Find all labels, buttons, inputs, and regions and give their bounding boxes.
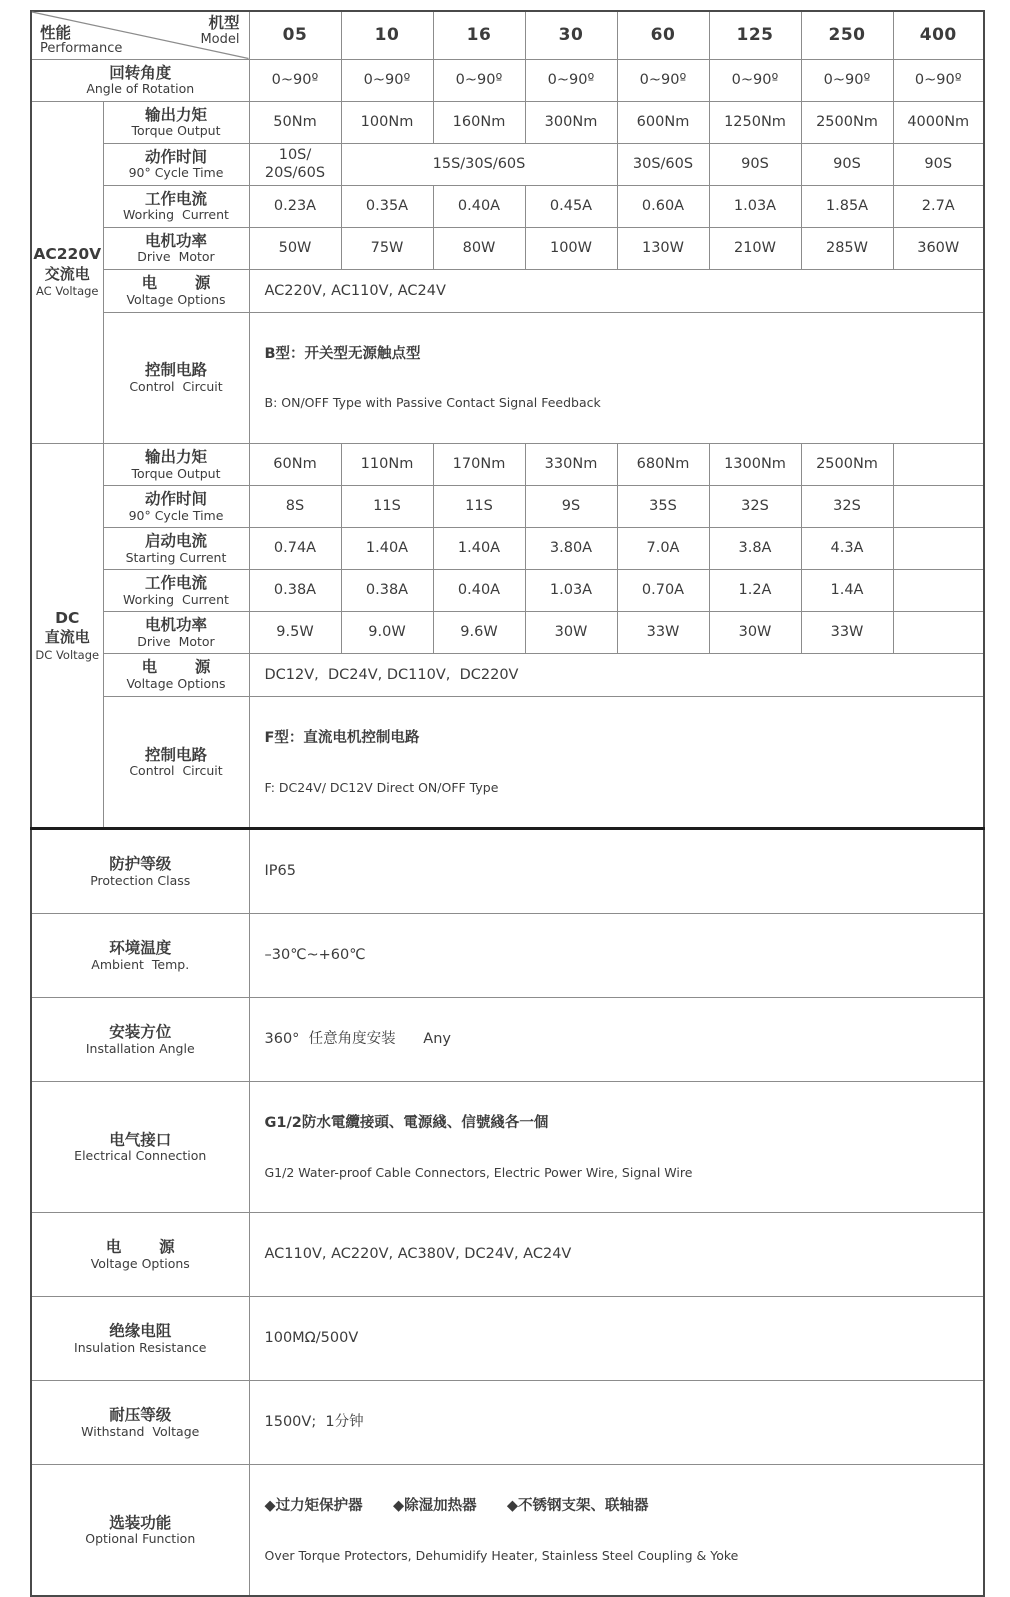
spec-value-cell: 0~90º (617, 59, 709, 101)
spec-value-cell: 680Nm (617, 443, 709, 485)
cycle-value-line2: 20S/60S (264, 165, 326, 181)
spec-value-cell: 4000Nm (893, 101, 984, 143)
dc-voltage-group-cell (31, 443, 103, 828)
ac-voltage-options-value: AC220V, AC110V, AC24V (249, 269, 984, 312)
installation-angle-value (249, 998, 984, 1082)
spec-value-cell: 1.03A (709, 185, 801, 227)
spec-value-cell: 3.80A (525, 527, 617, 569)
spec-value-cell: 285W (801, 227, 893, 269)
value-line: 360° 任意角度安装 Any (264, 1031, 451, 1048)
model-axis-label-zh: 机型 (208, 14, 240, 32)
table-row (31, 1213, 984, 1297)
spec-value-cell: 0.23A (249, 185, 341, 227)
table-row (31, 11, 984, 59)
row-label-en: Starting Current (125, 549, 227, 565)
model-axis-label-en: Model (200, 31, 240, 47)
table-row (31, 829, 984, 914)
row-label-en: 90° Cycle Time (128, 165, 224, 181)
control-circuit-value-en: B: ON/OFF Type with Passive Contact Signal Feedback (264, 395, 601, 411)
row-label-en: Installation Angle (85, 1040, 195, 1056)
model-column-header-250: 250 (801, 11, 893, 59)
row-label-zh: 工作电流 (144, 189, 207, 208)
ac-cycle-row-label (103, 143, 249, 185)
model-axis-label (200, 15, 239, 47)
table-row (31, 696, 984, 828)
table-row (31, 143, 984, 185)
angle-row-label (31, 59, 249, 101)
spec-value-cell: 0.45A (525, 185, 617, 227)
spec-value-cell: 0~90º (249, 59, 341, 101)
table-row (31, 914, 984, 998)
row-label-en: Voltage Options (126, 291, 226, 307)
electrical-connection-value (249, 1081, 984, 1212)
table-row (31, 101, 984, 143)
table-row (31, 443, 984, 485)
row-label-zh: 选装功能 (109, 1513, 172, 1532)
ac-group-line3: AC Voltage (36, 284, 99, 299)
spec-value-cell: 50Nm (249, 101, 341, 143)
row-label-en: Drive Motor (137, 249, 215, 265)
value-line: AC110V, AC220V, AC380V, DC24V, AC24V (264, 1246, 572, 1263)
table-row (31, 269, 984, 312)
withstand-voltage-value (249, 1381, 984, 1465)
ac-drive-motor-row-label (103, 227, 249, 269)
table-row (31, 653, 984, 696)
ac-control-circuit-row-label (103, 312, 249, 443)
table-row (31, 312, 984, 443)
value-line-en: G1/2 Water-proof Cable Connectors, Electric Power Wire, Signal Wire (264, 1164, 693, 1180)
dc-working-current-row-label (103, 569, 249, 611)
spec-value-cell: 0.35A (341, 185, 433, 227)
optional-function-row-label (31, 1464, 249, 1596)
spec-value-cell: 75W (341, 227, 433, 269)
value-line: IP65 (264, 863, 296, 880)
ac-group-line2: 交流电 (44, 264, 90, 283)
spec-value-cell: 1250Nm (709, 101, 801, 143)
row-label-en: Withstand Voltage (81, 1423, 200, 1439)
spec-value-cell (249, 143, 341, 185)
electrical-connection-row-label (31, 1081, 249, 1212)
optional-function-value (249, 1464, 984, 1596)
spec-value-cell: 33W (801, 611, 893, 653)
ac-working-current-row-label (103, 185, 249, 227)
performance-axis-label-en: Performance (40, 41, 123, 57)
value-line-en: Over Torque Protectors, Dehumidify Heater, Stainless Steel Coupling & Yoke (264, 1547, 739, 1563)
spec-value-cell: 160Nm (433, 101, 525, 143)
table-row (31, 227, 984, 269)
spec-value-cell: 2.7A (893, 185, 984, 227)
spec-value-cell: 0~90º (893, 59, 984, 101)
table-row (31, 1464, 984, 1596)
value-line-zh: G1/2防水電纜接頭、電源綫、信號綫各一個 (264, 1114, 549, 1131)
spec-value-cell: 1.40A (341, 527, 433, 569)
spec-value-cell-empty (893, 485, 984, 527)
spec-value-cell: 9S (525, 485, 617, 527)
row-label-en: Torque Output (131, 465, 221, 481)
row-label-en: Electrical Connection (74, 1148, 207, 1164)
spec-value-cell: 30W (709, 611, 801, 653)
table-row (31, 1081, 984, 1212)
row-label-zh: 电 源 (105, 1238, 175, 1257)
spec-value-cell-empty (893, 611, 984, 653)
row-label-zh: 动作时间 (144, 147, 207, 166)
spec-value-cell: 300Nm (525, 101, 617, 143)
value-line: –30℃~+60℃ (264, 947, 366, 964)
spec-value-cell: 35S (617, 485, 709, 527)
row-label-zh: 耐压等级 (109, 1406, 172, 1425)
insulation-resistance-row-label (31, 1297, 249, 1381)
row-label-zh: 动作时间 (144, 489, 207, 508)
dc-drive-motor-row-label (103, 611, 249, 653)
spec-value-cell: 330Nm (525, 443, 617, 485)
spec-value-cell: 1.85A (801, 185, 893, 227)
dc-control-circuit-row-label (103, 696, 249, 828)
spec-value-cell: 30S/60S (617, 143, 709, 185)
spec-value-cell: 1.40A (433, 527, 525, 569)
dc-group-line3: DC Voltage (35, 647, 100, 662)
spec-value-cell-empty (893, 443, 984, 485)
spec-value-cell: 0~90º (341, 59, 433, 101)
row-label-en: Voltage Options (90, 1255, 190, 1271)
spec-value-cell: 360W (893, 227, 984, 269)
spec-value-cell: 0.40A (433, 185, 525, 227)
row-label-zh: 绝缘电阻 (109, 1322, 172, 1341)
row-label-en: Drive Motor (137, 633, 215, 649)
ac-control-circuit-value (249, 312, 984, 443)
table-row (31, 569, 984, 611)
spec-value-cell: 170Nm (433, 443, 525, 485)
row-label-zh: 电 源 (141, 658, 211, 677)
dc-voltage-options-row-label (103, 653, 249, 696)
table-row (31, 1297, 984, 1381)
row-label-zh: 输出力矩 (144, 105, 207, 124)
spec-value-cell: 2500Nm (801, 101, 893, 143)
row-label-zh: 电机功率 (144, 231, 207, 250)
table-row (31, 485, 984, 527)
value-line: 1500V; 1分钟 (264, 1414, 364, 1431)
spec-value-cell: 4.3A (801, 527, 893, 569)
spec-value-cell: 90S (893, 143, 984, 185)
row-label-zh: 控制电路 (144, 361, 207, 380)
spec-value-cell: 9.5W (249, 611, 341, 653)
performance-axis-label (40, 25, 122, 56)
row-label-en: Torque Output (131, 123, 221, 139)
value-line-zh: ◆过力矩保护器 ◆除湿加热器 ◆不锈钢支架、联轴器 (264, 1497, 649, 1514)
row-label-en: Control Circuit (129, 763, 223, 779)
spec-value-cell: 0~90º (801, 59, 893, 101)
spec-value-cell: 80W (433, 227, 525, 269)
dc-torque-row-label (103, 443, 249, 485)
spec-value-cell-merged: 15S/30S/60S (341, 143, 617, 185)
withstand-voltage-row-label (31, 1381, 249, 1465)
spec-value-cell: 8S (249, 485, 341, 527)
spec-value-cell: 0.74A (249, 527, 341, 569)
actuator-spec-table (30, 10, 985, 1597)
ac-voltage-options-row-label (103, 269, 249, 312)
spec-value-cell: 0.70A (617, 569, 709, 611)
model-column-header-60: 60 (617, 11, 709, 59)
row-label-zh: 电 源 (141, 274, 211, 293)
spec-value-cell: 100W (525, 227, 617, 269)
spec-value-cell: 3.8A (709, 527, 801, 569)
installation-angle-row-label (31, 998, 249, 1082)
spec-value-cell: 1.2A (709, 569, 801, 611)
dc-starting-current-row-label (103, 527, 249, 569)
row-label-zh: 环境温度 (109, 939, 172, 958)
ac-torque-row-label (103, 101, 249, 143)
row-label-zh: 输出力矩 (144, 447, 207, 466)
spec-value-cell: 11S (433, 485, 525, 527)
ambient-temp-value (249, 914, 984, 998)
row-label-en: Angle of Rotation (86, 81, 195, 97)
row-label-en: Ambient Temp. (91, 956, 190, 972)
dc-cycle-row-label (103, 485, 249, 527)
spec-value-cell: 2500Nm (801, 443, 893, 485)
model-column-header-30: 30 (525, 11, 617, 59)
row-label-en: Voltage Options (126, 676, 226, 692)
spec-value-cell: 30W (525, 611, 617, 653)
spec-value-cell: 0~90º (525, 59, 617, 101)
row-label-en: Optional Function (85, 1531, 196, 1547)
dc-control-circuit-value (249, 696, 984, 828)
protection-class-row-label (31, 829, 249, 914)
spec-value-cell-empty (893, 569, 984, 611)
control-circuit-value-zh: F型：直流电机控制电路 (264, 729, 420, 746)
spec-value-cell: 130W (617, 227, 709, 269)
spec-value-cell: 0~90º (709, 59, 801, 101)
performance-axis-label-zh: 性能 (40, 24, 72, 43)
table-row (31, 185, 984, 227)
model-column-header-400: 400 (893, 11, 984, 59)
row-label-en: Working Current (123, 591, 229, 607)
table-row (31, 59, 984, 101)
spec-value-cell: 210W (709, 227, 801, 269)
row-label-zh: 防护等级 (109, 855, 172, 874)
table-row (31, 1381, 984, 1465)
protection-class-value (249, 829, 984, 914)
control-circuit-value-zh: B型：开关型无源触点型 (264, 345, 421, 362)
dc-group-line2: 直流电 (44, 628, 90, 647)
spec-value-cell: 1300Nm (709, 443, 801, 485)
spec-value-cell: 50W (249, 227, 341, 269)
spec-value-cell: 1.4A (801, 569, 893, 611)
row-label-zh: 安装方位 (109, 1023, 172, 1042)
spec-value-cell: 0.60A (617, 185, 709, 227)
spec-value-cell: 7.0A (617, 527, 709, 569)
row-label-en: Working Current (123, 207, 229, 223)
spec-value-cell: 9.0W (341, 611, 433, 653)
spec-value-cell: 60Nm (249, 443, 341, 485)
spec-value-cell: 100Nm (341, 101, 433, 143)
row-label-zh: 电机功率 (144, 615, 207, 634)
spec-value-cell: 0.40A (433, 569, 525, 611)
row-label-zh: 控制电路 (144, 745, 207, 764)
spec-value-cell: 110Nm (341, 443, 433, 485)
spec-value-cell: 0.38A (249, 569, 341, 611)
spec-value-cell: 11S (341, 485, 433, 527)
row-label-zh: 电气接口 (109, 1130, 172, 1149)
row-label-en: Protection Class (90, 872, 191, 888)
header-diagonal-cell (31, 11, 249, 59)
model-column-header-125: 125 (709, 11, 801, 59)
general-voltage-options-row-label (31, 1213, 249, 1297)
dc-group-line1: DC (55, 608, 80, 627)
spec-value-cell-empty (893, 527, 984, 569)
general-voltage-options-value (249, 1213, 984, 1297)
ac-voltage-group-cell (31, 101, 103, 443)
row-label-en: Control Circuit (129, 378, 223, 394)
spec-value-cell: 32S (801, 485, 893, 527)
spec-value-cell: 33W (617, 611, 709, 653)
spec-value-cell: 0.38A (341, 569, 433, 611)
table-row (31, 611, 984, 653)
table-row (31, 998, 984, 1082)
model-column-header-10: 10 (341, 11, 433, 59)
row-label-zh: 回转角度 (109, 63, 172, 82)
ac-group-line1: AC220V (33, 245, 102, 264)
table-row (31, 527, 984, 569)
model-column-header-16: 16 (433, 11, 525, 59)
row-label-zh: 工作电流 (144, 573, 207, 592)
spec-value-cell: 600Nm (617, 101, 709, 143)
dc-voltage-options-value: DC12V, DC24V, DC110V, DC220V (249, 653, 984, 696)
ambient-temp-row-label (31, 914, 249, 998)
row-label-en: 90° Cycle Time (128, 507, 224, 523)
model-column-header-05: 05 (249, 11, 341, 59)
spec-value-cell: 90S (801, 143, 893, 185)
row-label-en: Insulation Resistance (74, 1339, 207, 1355)
insulation-resistance-value (249, 1297, 984, 1381)
spec-value-cell: 1.03A (525, 569, 617, 611)
cycle-value-line1: 10S/ (278, 146, 312, 163)
control-circuit-value-en: F: DC24V/ DC12V Direct ON/OFF Type (264, 779, 499, 795)
row-label-zh: 启动电流 (144, 531, 207, 550)
spec-value-cell: 9.6W (433, 611, 525, 653)
value-line: 100MΩ/500V (264, 1330, 359, 1347)
spec-value-cell: 90S (709, 143, 801, 185)
spec-value-cell: 0~90º (433, 59, 525, 101)
spec-value-cell: 32S (709, 485, 801, 527)
